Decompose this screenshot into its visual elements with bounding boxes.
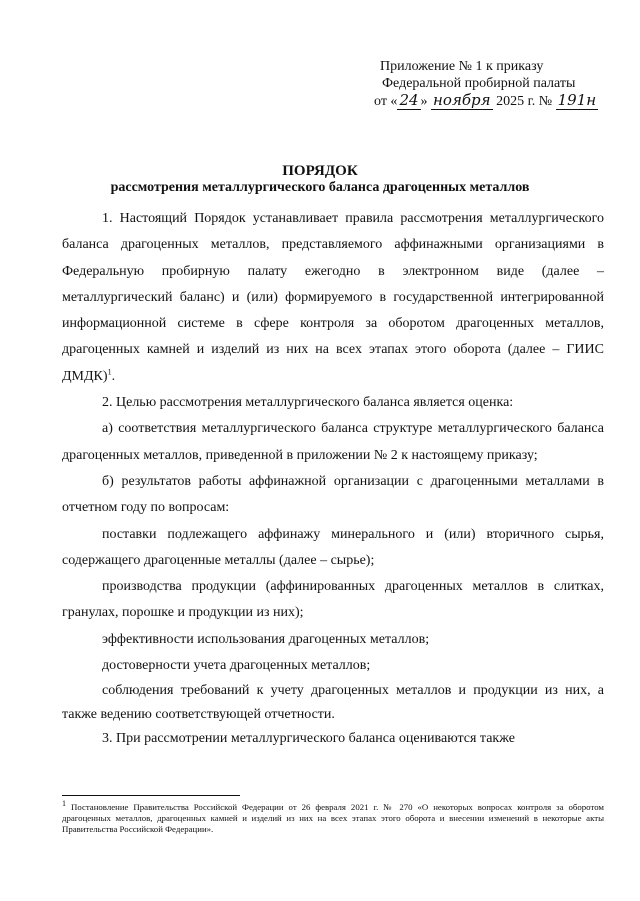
paragraph-1 (62, 206, 604, 390)
footnote-divider (62, 795, 240, 796)
footnote-mark: 1 (62, 799, 66, 809)
footnote-ref: 1 (107, 367, 112, 377)
appendix-header (374, 58, 620, 110)
date-quote-close: » (420, 94, 428, 109)
paragraph-3: 3. При рассмотрении металлургического баланса оцениваются также (102, 731, 515, 747)
document-body (62, 206, 604, 753)
appendix-date-line (374, 92, 620, 110)
handwritten-order-number: 191н (557, 91, 597, 109)
footnote-text: Постановление Правительства Российской Федерации от 26 февраля 2021 г. № 270 «О некоторых вопросах контроля за оборотом драгоценных металлов, драгоценных камней и изделий из них на всех этапах этого оборота и внесении изменений в некоторые акты Правительства Российской Федерации». (62, 802, 604, 834)
appendix-line-2: Федеральной пробирной палаты (382, 76, 576, 91)
appendix-line-1: Приложение № 1 к приказу (380, 59, 544, 74)
paragraph-2a: а) соответствия металлургического баланса структуре металлургического баланса драгоценных металлов, приведенной в приложении № 2 к настоящему приказу; (62, 421, 604, 463)
paragraph-2b-item-1: поставки подлежащего аффинажу минерального и (или) вторичного сырья, содержащего драгоценные металлы (далее – сырье); (62, 526, 604, 568)
paragraph-1-end: . (111, 368, 116, 384)
handwritten-day: 24 (399, 91, 419, 109)
paragraph-1-text: 1. Настоящий Порядок устанавливает правила рассмотрения металлургического баланса драгоценных металлов, представляемого аффинажными организациями в Федеральную пробирную палату ежегодно в электронном виде (далее – металлургический баланс) и (или) формируемого в государственной интегрированной информационной системе в сфере контроля за оборотом драгоценных металлов, драгоценных камней и изделий из них на всех этапах этого оборота (далее – ГИИС ДМДК) (62, 211, 604, 384)
footnote (62, 799, 604, 835)
paragraph-2b-item-4: достоверности учета драгоценных металлов; (102, 658, 371, 674)
paragraph-2b: б) результатов работы аффинажной организации с драгоценными металлами в отчетном году по вопросам: (62, 473, 604, 516)
date-year: 2025 г. № (496, 94, 553, 109)
document-subtitle: рассмотрения металлургического баланса драгоценных металлов (110, 180, 530, 195)
document-title: ПОРЯДОК (282, 163, 358, 179)
date-prefix: от « (374, 94, 398, 109)
paragraph-2b-item-3: эффективности использования драгоценных металлов; (102, 631, 430, 647)
handwritten-month: ноября (433, 91, 491, 109)
paragraph-2: 2. Целью рассмотрения металлургического баланса является оценка: (102, 395, 514, 411)
paragraph-2b-item-2: производства продукции (аффинированных драгоценных металлов в слитках, гранулах, порошке и продукции из них); (62, 579, 604, 621)
paragraph-2b-item-5: соблюдения требований к учету драгоценных металлов и продукции из них, а также ведению соответствующей отчетности. (62, 683, 604, 722)
